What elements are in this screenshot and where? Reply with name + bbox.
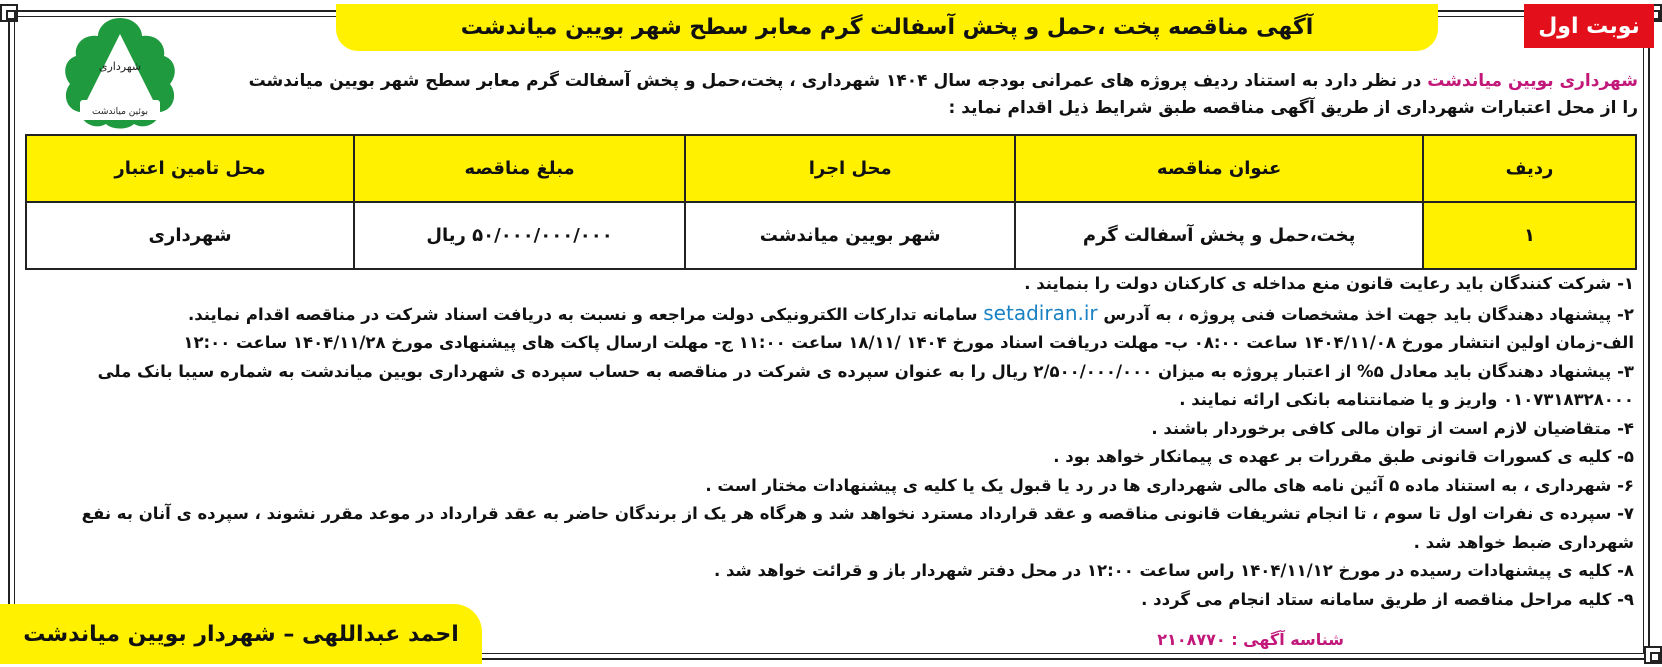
signer-banner: احمد عبداللهی – شهردار بویین میاندشت <box>0 604 482 664</box>
corner-ornament <box>0 4 18 22</box>
intro-body: در نظر دارد به استناد ردیف پروژه های عمرانی بودجه سال ۱۴۰۴ شهرداری ، پخت،حمل و پخش آسفالت گرم معابر سطح شهر بویین میاندشت را از محل اعتبارات شهرداری از طریق آگهی مناقصه طبق شرایط ذیل اقدام نماید : <box>248 71 1638 118</box>
corner-ornament <box>1644 646 1662 664</box>
logo-text-top: شهرداری <box>98 60 142 73</box>
clause-7: ۷- سپرده ی نفرات اول تا سوم ، تا انجام تشریفات قانونی مناقصه و عقد قرارداد مسترد نخواهد شد و هرگاه هر یک از برندگان حاضر به عقد قرارداد در موعد مقرر نشوند ، سپرده ی آنان به نفع شهرداری ضبط خواهد شد . <box>81 504 1634 552</box>
header-location: محل اجرا <box>685 135 1015 202</box>
clause-1: ۱- شرکت کنندگان باید رعایت قانون منع مداخله ی کارکنان دولت را بنمایند . <box>1024 274 1634 293</box>
table-header-row <box>26 135 1636 202</box>
clause-4: ۴- متقاضیان لازم است از توان مالی کافی برخوردار باشند . <box>1151 418 1634 438</box>
cell-tender-title: پخت،حمل و پخش آسفالت گرم <box>1015 202 1423 269</box>
ad-title: آگهی مناقصه پخت ،حمل و پخش آسفالت گرم معابر سطح شهر بویین میاندشت <box>336 4 1438 51</box>
clause-2-text-after: سامانه تدارکات الکترونیکی دولت مراجعه و نسبت به دریافت اسناد شرکت در مناقصه اقدام نمایند. <box>187 304 984 324</box>
cell-amount: ۵۰/۰۰۰/۰۰۰/۰۰۰ ریال <box>354 202 685 269</box>
tender-table <box>25 134 1637 270</box>
table-row <box>26 202 1636 269</box>
ad-id: شناسه آگهی : ۲۱۰۸۷۷۰ <box>1157 630 1344 649</box>
clause-5: ۵- کلیه ی کسورات قانونی طبق مقررات بر عهده ی پیمانکار خواهد بود . <box>1053 447 1634 466</box>
header-amount: مبلغ مناقصه <box>354 135 685 202</box>
header-funding-source: محل تامین اعتبار <box>26 135 354 202</box>
clause-2-text-before: ۲- پیشنهاد دهندگان باید جهت اخذ مشخصات فنی پروژه ، به آدرس <box>1097 304 1634 324</box>
turn-badge: نوبت اول <box>1524 4 1654 48</box>
clause-6: ۶- شهرداری ، به استناد ماده ۵ آئین نامه های مالی شهرداری ها در رد یا قبول یک یا کلیه ی پیشنهادات مختار است . <box>705 475 1634 495</box>
clause-2 <box>24 299 1634 330</box>
cell-location: شهر بویین میاندشت <box>685 202 1015 269</box>
cell-funding-source: شهرداری <box>26 202 354 269</box>
municipality-logo <box>60 14 180 132</box>
clause-3: ۳- پیشنهاد دهندگان باید معادل ۵% از اعتبار پروژه به میزان ۲/۵۰۰/۰۰۰/۰۰۰ ریال را به عنوان سپرده ی شرکت در مناقصه به حساب سپرده ی شهرداری بویین میاندشت به شماره سیبا بانک ملی ۰۱۰۷۳۱۸۳۲۸۰۰۰ واریز و یا ضمانتنامه بانکی ارائه نمایند . <box>97 361 1634 409</box>
intro-paragraph <box>238 68 1638 122</box>
clause-9: ۹- کلیه مراحل مناقصه از طریق سامانه ستاد انجام می گردد . <box>1141 589 1634 609</box>
clause-alef-dates: الف-زمان اولین انتشار مورخ ۱۴۰۴/۱۱/۰۸ ساعت ۰۸:۰۰ ب- مهلت دریافت اسناد مورخ ۱۴۰۴ /۱۸/۱۱ ساعت ۱۱:۰۰ ج- مهلت ارسال پاکت های پیشنهادی مورخ ۱۴۰۴/۱۱/۲۸ ساعت ۱۲:۰۰ <box>183 333 1634 352</box>
conditions-list <box>24 270 1634 614</box>
cell-row-number: ۱ <box>1423 202 1636 269</box>
logo-text-bottom: بوئین میاندشت <box>92 107 148 117</box>
organization-name: شهرداری بویین میاندشت <box>1427 71 1638 91</box>
header-tender-title: عنوان مناقصه <box>1015 135 1423 202</box>
clause-8: ۸- کلیه ی پیشنهادات رسیده در مورخ ۱۴۰۴/۱۱/۱۲ راس ساعت ۱۲:۰۰ در محل دفتر شهردار باز و قرائت خواهد شد . <box>713 561 1634 580</box>
setadiran-link[interactable]: setadiran.ir <box>983 300 1098 325</box>
header-row-number: ردیف <box>1423 135 1636 202</box>
